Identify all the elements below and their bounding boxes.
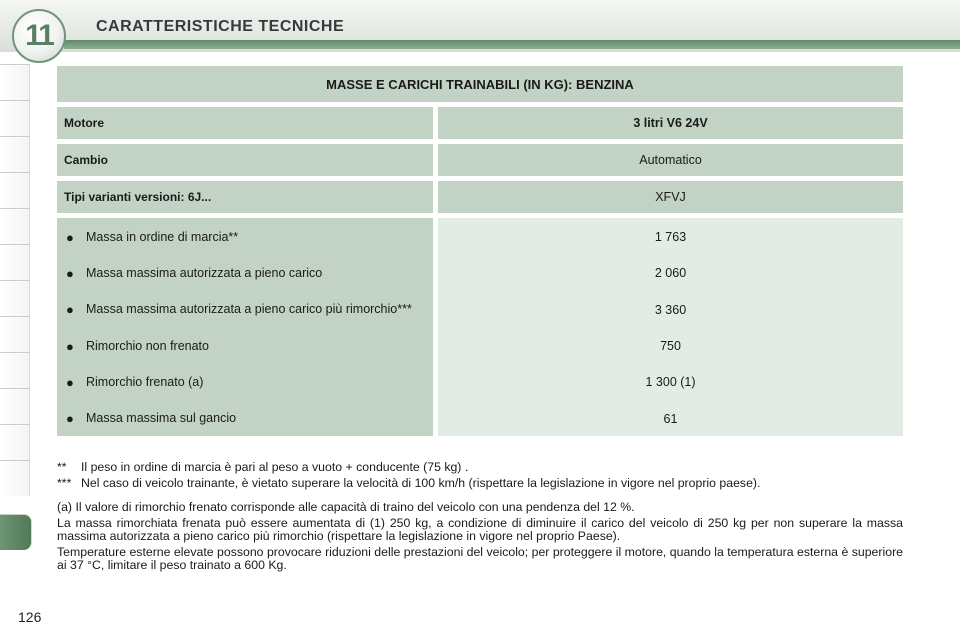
mass-block bbox=[57, 218, 903, 436]
list-item bbox=[57, 364, 433, 400]
row-value: Automatico bbox=[438, 144, 903, 176]
list-item bbox=[57, 400, 433, 436]
list-item bbox=[57, 292, 433, 328]
item-value: 3 360 bbox=[654, 302, 687, 317]
side-tab[interactable] bbox=[0, 352, 30, 388]
item-value: 750 bbox=[660, 339, 681, 354]
chapter-badge[interactable]: 11 bbox=[12, 9, 66, 63]
item-label: Massa massima autorizzata a pieno carico bbox=[86, 265, 323, 280]
item-label: Massa massima autorizzata a pieno carico più rimorchio*** bbox=[86, 302, 412, 317]
table-title: MASSE E CARICHI TRAINABILI (IN KG): BENZINA bbox=[57, 66, 903, 102]
bullet-icon: ● bbox=[66, 374, 74, 390]
footnote-mark: *** bbox=[57, 476, 72, 490]
footnote bbox=[57, 461, 903, 474]
side-tab[interactable] bbox=[0, 136, 30, 172]
bullet-icon: ● bbox=[66, 338, 74, 354]
side-tab[interactable] bbox=[0, 244, 30, 280]
note-paragraph: Temperature esterne elevate possono provocare riduzioni delle prestazioni del veicolo; per proteggere il motore, quando la temperatura esterna è superiore ai 37 °C, limitare il peso trainato a 600 Kg. bbox=[57, 545, 903, 572]
bullet-icon: ● bbox=[66, 265, 74, 281]
side-tab[interactable] bbox=[0, 64, 30, 100]
footnote-text: Nel caso di veicolo trainante, è vietato superare la velocità di 100 km/h (rispettare la legislazione in vigore nel proprio paese). bbox=[81, 476, 761, 490]
item-label: Massa in ordine di marcia** bbox=[86, 229, 239, 244]
item-label: Rimorchio non frenato bbox=[86, 338, 209, 353]
item-value: 2 060 bbox=[654, 266, 687, 281]
side-tab[interactable] bbox=[0, 280, 30, 316]
row-label: Motore bbox=[57, 107, 433, 139]
page-header bbox=[0, 0, 960, 52]
row-value: XFVJ bbox=[438, 181, 903, 213]
bullet-icon: ● bbox=[66, 302, 74, 318]
list-item bbox=[57, 328, 433, 364]
table-row bbox=[57, 144, 903, 176]
side-tab[interactable] bbox=[0, 460, 30, 496]
side-tab[interactable] bbox=[0, 424, 30, 460]
footnote bbox=[57, 477, 903, 490]
row-label: Tipi varianti versioni: 6J... bbox=[57, 181, 433, 213]
mass-labels bbox=[57, 218, 433, 436]
row-label: Cambio bbox=[57, 144, 433, 176]
side-tab-active[interactable] bbox=[0, 514, 32, 550]
item-value: 1 300 (1) bbox=[645, 375, 696, 390]
list-item bbox=[57, 255, 433, 291]
row-value: 3 litri V6 24V bbox=[438, 107, 903, 139]
bullet-icon: ● bbox=[66, 411, 74, 427]
table-row bbox=[57, 181, 903, 213]
note-paragraph: (a) Il valore di rimorchio frenato corrisponde alle capacità di traino del veicolo con una pendenza del 12 %. bbox=[57, 500, 635, 514]
chapter-title: CARATTERISTICHE TECNICHE bbox=[96, 18, 345, 35]
footnote-mark: ** bbox=[57, 460, 67, 474]
footnotes bbox=[57, 461, 903, 572]
side-tab[interactable] bbox=[0, 316, 30, 352]
side-tab[interactable] bbox=[0, 388, 30, 424]
header-stripe bbox=[64, 40, 960, 49]
side-tab[interactable] bbox=[0, 172, 30, 208]
item-value: 61 bbox=[663, 411, 678, 426]
side-chapter-tabs bbox=[0, 64, 34, 584]
table-row bbox=[57, 107, 903, 139]
note-paragraph: La massa rimorchiata frenata può essere aumentata di (1) 250 kg, a condizione di diminuire il carico del veicolo di 250 kg per non superare la massa massima autorizzata a pieno carico più rimorchio (rispettare la legislazione in vigore nel proprio Paese). bbox=[57, 516, 903, 543]
mass-values bbox=[438, 218, 903, 436]
item-label: Rimorchio frenato (a) bbox=[86, 374, 204, 389]
item-label: Massa massima sul gancio bbox=[86, 411, 237, 426]
footnote-text: Il peso in ordine di marcia è pari al peso a vuoto + conducente (75 kg) . bbox=[81, 460, 469, 474]
side-tab[interactable] bbox=[0, 208, 30, 244]
bullet-icon: ● bbox=[66, 229, 74, 245]
page-number: 126 bbox=[18, 609, 42, 625]
specs-table bbox=[57, 66, 903, 436]
side-tab[interactable] bbox=[0, 100, 30, 136]
list-item bbox=[57, 219, 433, 255]
item-value: 1 763 bbox=[654, 230, 687, 245]
